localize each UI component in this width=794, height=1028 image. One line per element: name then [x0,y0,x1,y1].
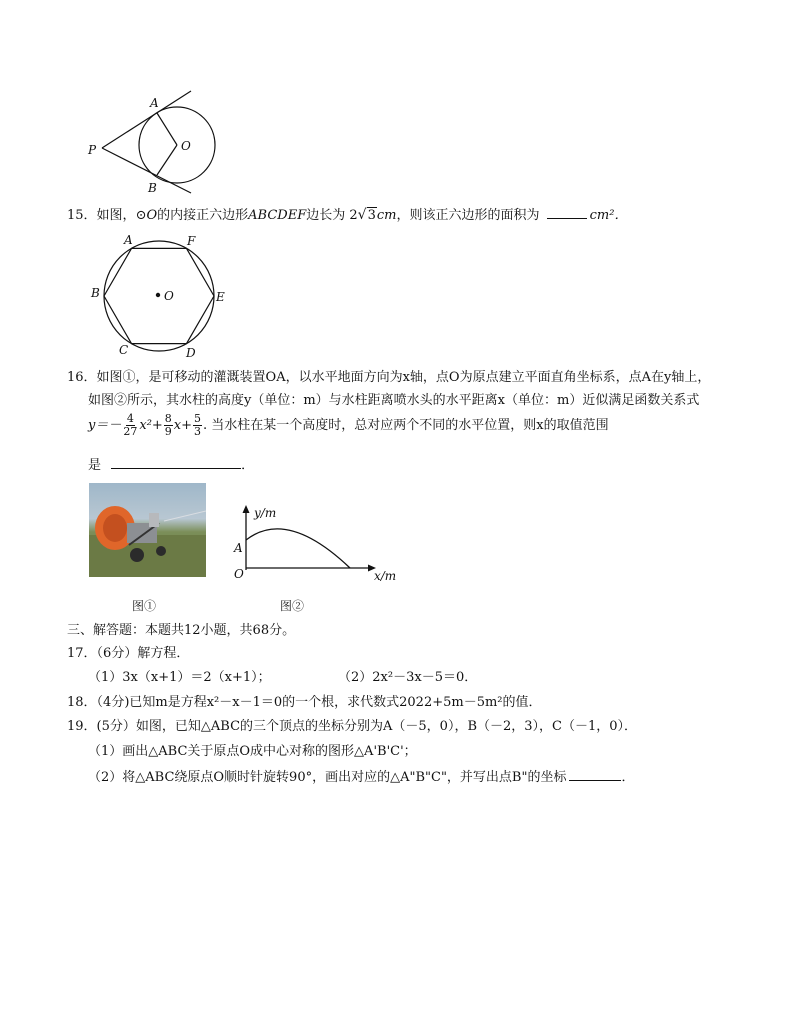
parabola-curve [246,529,350,568]
irrigation-photo [89,483,206,577]
figure-tangent-circle [80,88,250,198]
label-a: A [150,96,159,110]
q16-line1: 16．如图①，是可移动的灌溉装置OA，以水平地面方向为x轴，点O为原点建立平面直角坐标系，点A在y轴上， [67,370,711,385]
label-o: O [181,139,191,153]
answer-blank-q16[interactable] [111,456,241,469]
center-dot [156,293,160,297]
label-p: P [88,143,97,157]
label-c: C [119,343,129,357]
label-o: O [164,289,174,303]
label-f: F [187,234,196,248]
label-a: A [124,233,133,247]
irrigation-photo-drawing [89,483,206,577]
tangent-pb [102,148,191,193]
tangent-pa [102,91,191,148]
label-e: E [216,290,225,304]
label-o: O [234,567,244,581]
y-axis-arrow [243,505,250,513]
label-d: D [186,346,196,360]
q16-line2: 如图②所示，其水柱的高度y（单位：m）与水柱距离喷水头的水平距离x（单位：m）近似满足函数关系式 [88,393,700,408]
q15-text: 15．如图，⊙O的内接正六边形ABCDEF边长为 2√3cm，则该正六边形的面积为 cm²． [67,207,628,223]
label-b: B [91,286,100,300]
q16-answer-line: 是 ． [88,458,255,473]
q18-text: 18．（4分)已知m是方程x²－x－1＝0的一个根，求代数式2022+5m－5m²的值． [67,695,542,710]
fig2-caption: 图② [280,599,305,613]
fraction-8-9: $\frac{8}{9}$ [164,412,172,438]
label-y-axis: y/m [254,506,277,520]
label-x-axis: x/m [374,569,397,583]
figure-water-graph [230,500,410,590]
radius-oa [157,113,177,145]
q19-part1: （1）画出△ABC关于原点O成中心对称的图形△A'B'C'； [88,744,417,759]
q16-equation: y＝－ $\frac{4}{27}$ x²+ $\frac{8}{9}$ x+ $\frac{5}{3}$ . 当水柱在某一个高度时，总对应两个不同的水平位置，则x的取值范围 [88,412,609,438]
q17-title: 17．（6分）解方程． [67,646,190,661]
q17-part1: （1）3x（x+1）＝2（x+1）； [88,670,271,685]
fraction-4-27: $\frac{4}{27}$ [123,412,138,438]
sqrt-sign: √ [357,207,367,223]
fraction-5-3: $\frac{5}{3}$ [194,412,202,438]
radius-ob [157,145,177,175]
answer-blank-q15[interactable] [547,206,587,219]
section-3-heading: 三、解答题：本题共12小题，共68分。 [67,623,296,638]
fig1-caption: 图① [132,599,157,613]
label-a: A [234,541,243,555]
label-b: B [148,181,157,195]
answer-blank-q19[interactable] [569,768,621,781]
q19-title: 19．(5分）如图，已知△ABC的三个顶点的坐标分别为A（－5，0），B（－2，3），C（－1，0）． [67,719,638,734]
q17-part2: （2）2x²－3x－5＝0． [338,670,478,685]
q19-part2: （2）将△ABC绕原点O顺时针旋转90°，画出对应的△A"B"C"，并写出点B"的坐标 ． [88,770,635,785]
figure-hexagon-circle [86,232,236,360]
